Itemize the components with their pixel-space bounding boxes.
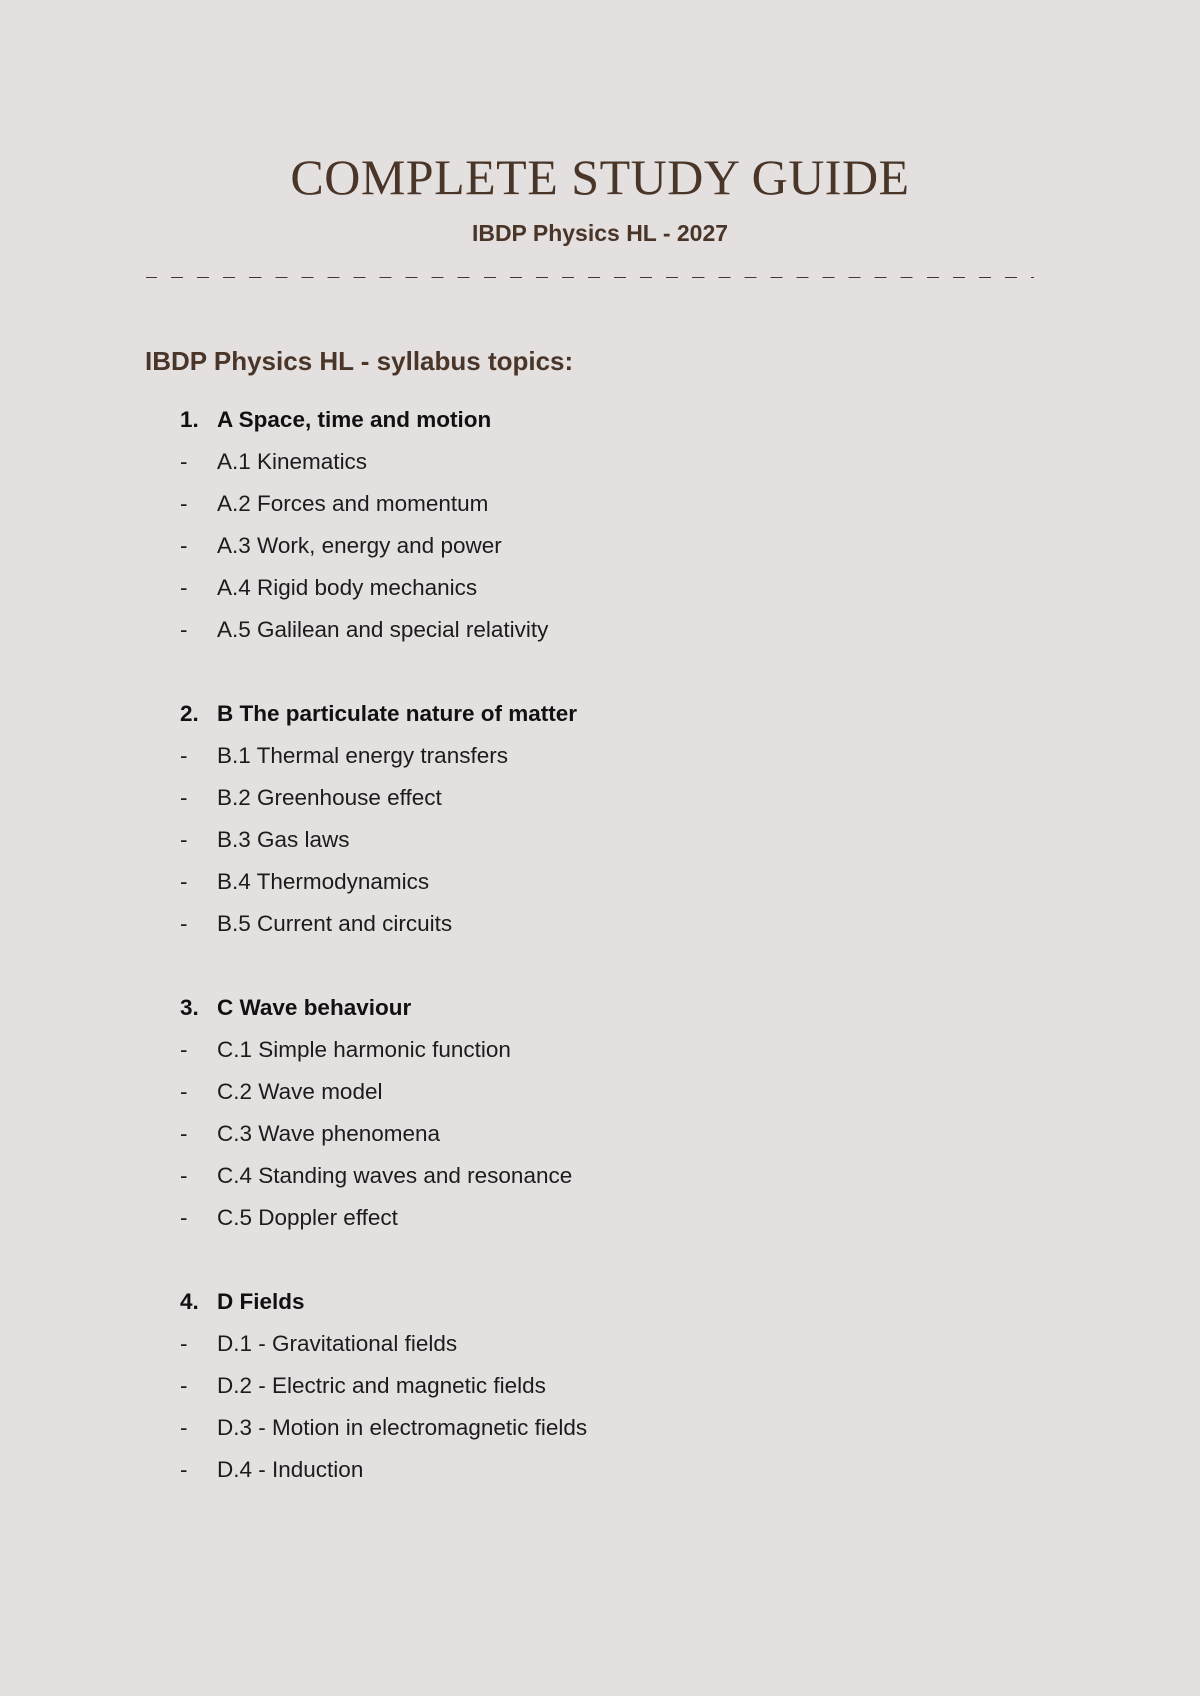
subtopic-label: C.3 Wave phenomena	[217, 1121, 441, 1146]
bullet-dash: -	[180, 1457, 188, 1482]
bullet-dash: -	[180, 827, 188, 852]
subtopic-label: B.4 Thermodynamics	[217, 869, 430, 894]
topic-title: C Wave behaviour	[217, 995, 412, 1020]
subtopic-label: A.3 Work, energy and power	[217, 533, 502, 558]
topic-number: 4.	[180, 1289, 199, 1314]
section-heading: IBDP Physics HL - syllabus topics:	[145, 346, 574, 376]
subtopic-item	[180, 617, 1080, 659]
bullet-dash: -	[180, 575, 188, 600]
topic-heading	[180, 407, 1080, 449]
subtopic-label: B.5 Current and circuits	[217, 911, 453, 936]
page-title: COMPLETE STUDY GUIDE	[290, 149, 910, 205]
subtopic-label: C.2 Wave model	[217, 1079, 383, 1104]
subtopic-label: B.3 Gas laws	[217, 827, 350, 852]
page-subtitle: IBDP Physics HL - 2027	[471, 220, 729, 246]
subtopic-item	[180, 533, 1080, 575]
subtopic-label: A.1 Kinematics	[217, 449, 368, 474]
bullet-dash: -	[180, 1121, 188, 1146]
subtopic-label: B.1 Thermal energy transfers	[217, 743, 508, 768]
subtopic-item	[180, 785, 1080, 827]
subtopic-item	[180, 575, 1080, 617]
subtopic-item	[180, 743, 1080, 785]
subtopic-label: A.2 Forces and momentum	[217, 491, 489, 516]
topic-title: B The particulate nature of matter	[217, 701, 578, 726]
subtopic-label: A.5 Galilean and special relativity	[217, 617, 549, 642]
subtopic-label: B.2 Greenhouse effect	[217, 785, 442, 810]
topic-number: 3.	[180, 995, 199, 1020]
bullet-dash: -	[180, 743, 188, 768]
topic-heading	[180, 1289, 1080, 1331]
bullet-dash: -	[180, 1163, 188, 1188]
dashed-divider	[146, 277, 1034, 278]
subtopic-item	[180, 1163, 1080, 1205]
bullet-dash: -	[180, 1205, 188, 1230]
topic-number: 1.	[180, 407, 199, 432]
topic-group	[180, 701, 1080, 953]
subtopic-item	[180, 1037, 1080, 1079]
bullet-dash: -	[180, 533, 188, 558]
bullet-dash: -	[180, 911, 188, 936]
topic-list	[180, 407, 1080, 1541]
bullet-dash: -	[180, 1079, 188, 1104]
subtopic-label: D.1 - Gravitational fields	[217, 1331, 458, 1356]
subtopic-label: C.1 Simple harmonic function	[217, 1037, 511, 1062]
bullet-dash: -	[180, 1037, 188, 1062]
subtopic-item	[180, 1121, 1080, 1163]
topic-number: 2.	[180, 701, 199, 726]
subtopic-label: D.3 - Motion in electromagnetic fields	[217, 1415, 588, 1440]
subtopic-label: C.4 Standing waves and resonance	[217, 1163, 573, 1188]
subtopic-item	[180, 827, 1080, 869]
subtopic-item	[180, 449, 1080, 491]
subtopic-item	[180, 1457, 1080, 1499]
topic-heading	[180, 995, 1080, 1037]
topic-title: A Space, time and motion	[217, 407, 492, 432]
subtopic-item	[180, 869, 1080, 911]
bullet-dash: -	[180, 617, 188, 642]
subtopic-item	[180, 1079, 1080, 1121]
topic-group	[180, 995, 1080, 1247]
topic-heading	[180, 701, 1080, 743]
subtopic-item	[180, 1331, 1080, 1373]
subtopic-label: D.4 - Induction	[217, 1457, 364, 1482]
bullet-dash: -	[180, 785, 188, 810]
bullet-dash: -	[180, 1331, 188, 1356]
subtopic-label: D.2 - Electric and magnetic fields	[217, 1373, 546, 1398]
subtopic-item	[180, 1373, 1080, 1415]
bullet-dash: -	[180, 1415, 188, 1440]
subtopic-label: A.4 Rigid body mechanics	[217, 575, 478, 600]
subtopic-item	[180, 911, 1080, 953]
topic-title: D Fields	[217, 1289, 305, 1314]
subtopic-item	[180, 1415, 1080, 1457]
topic-group	[180, 407, 1080, 659]
bullet-dash: -	[180, 491, 188, 516]
bullet-dash: -	[180, 449, 188, 474]
subtopic-label: C.5 Doppler effect	[217, 1205, 398, 1230]
bullet-dash: -	[180, 1373, 188, 1398]
bullet-dash: -	[180, 869, 188, 894]
subtopic-item	[180, 491, 1080, 533]
subtopic-item	[180, 1205, 1080, 1247]
topic-group	[180, 1289, 1080, 1499]
